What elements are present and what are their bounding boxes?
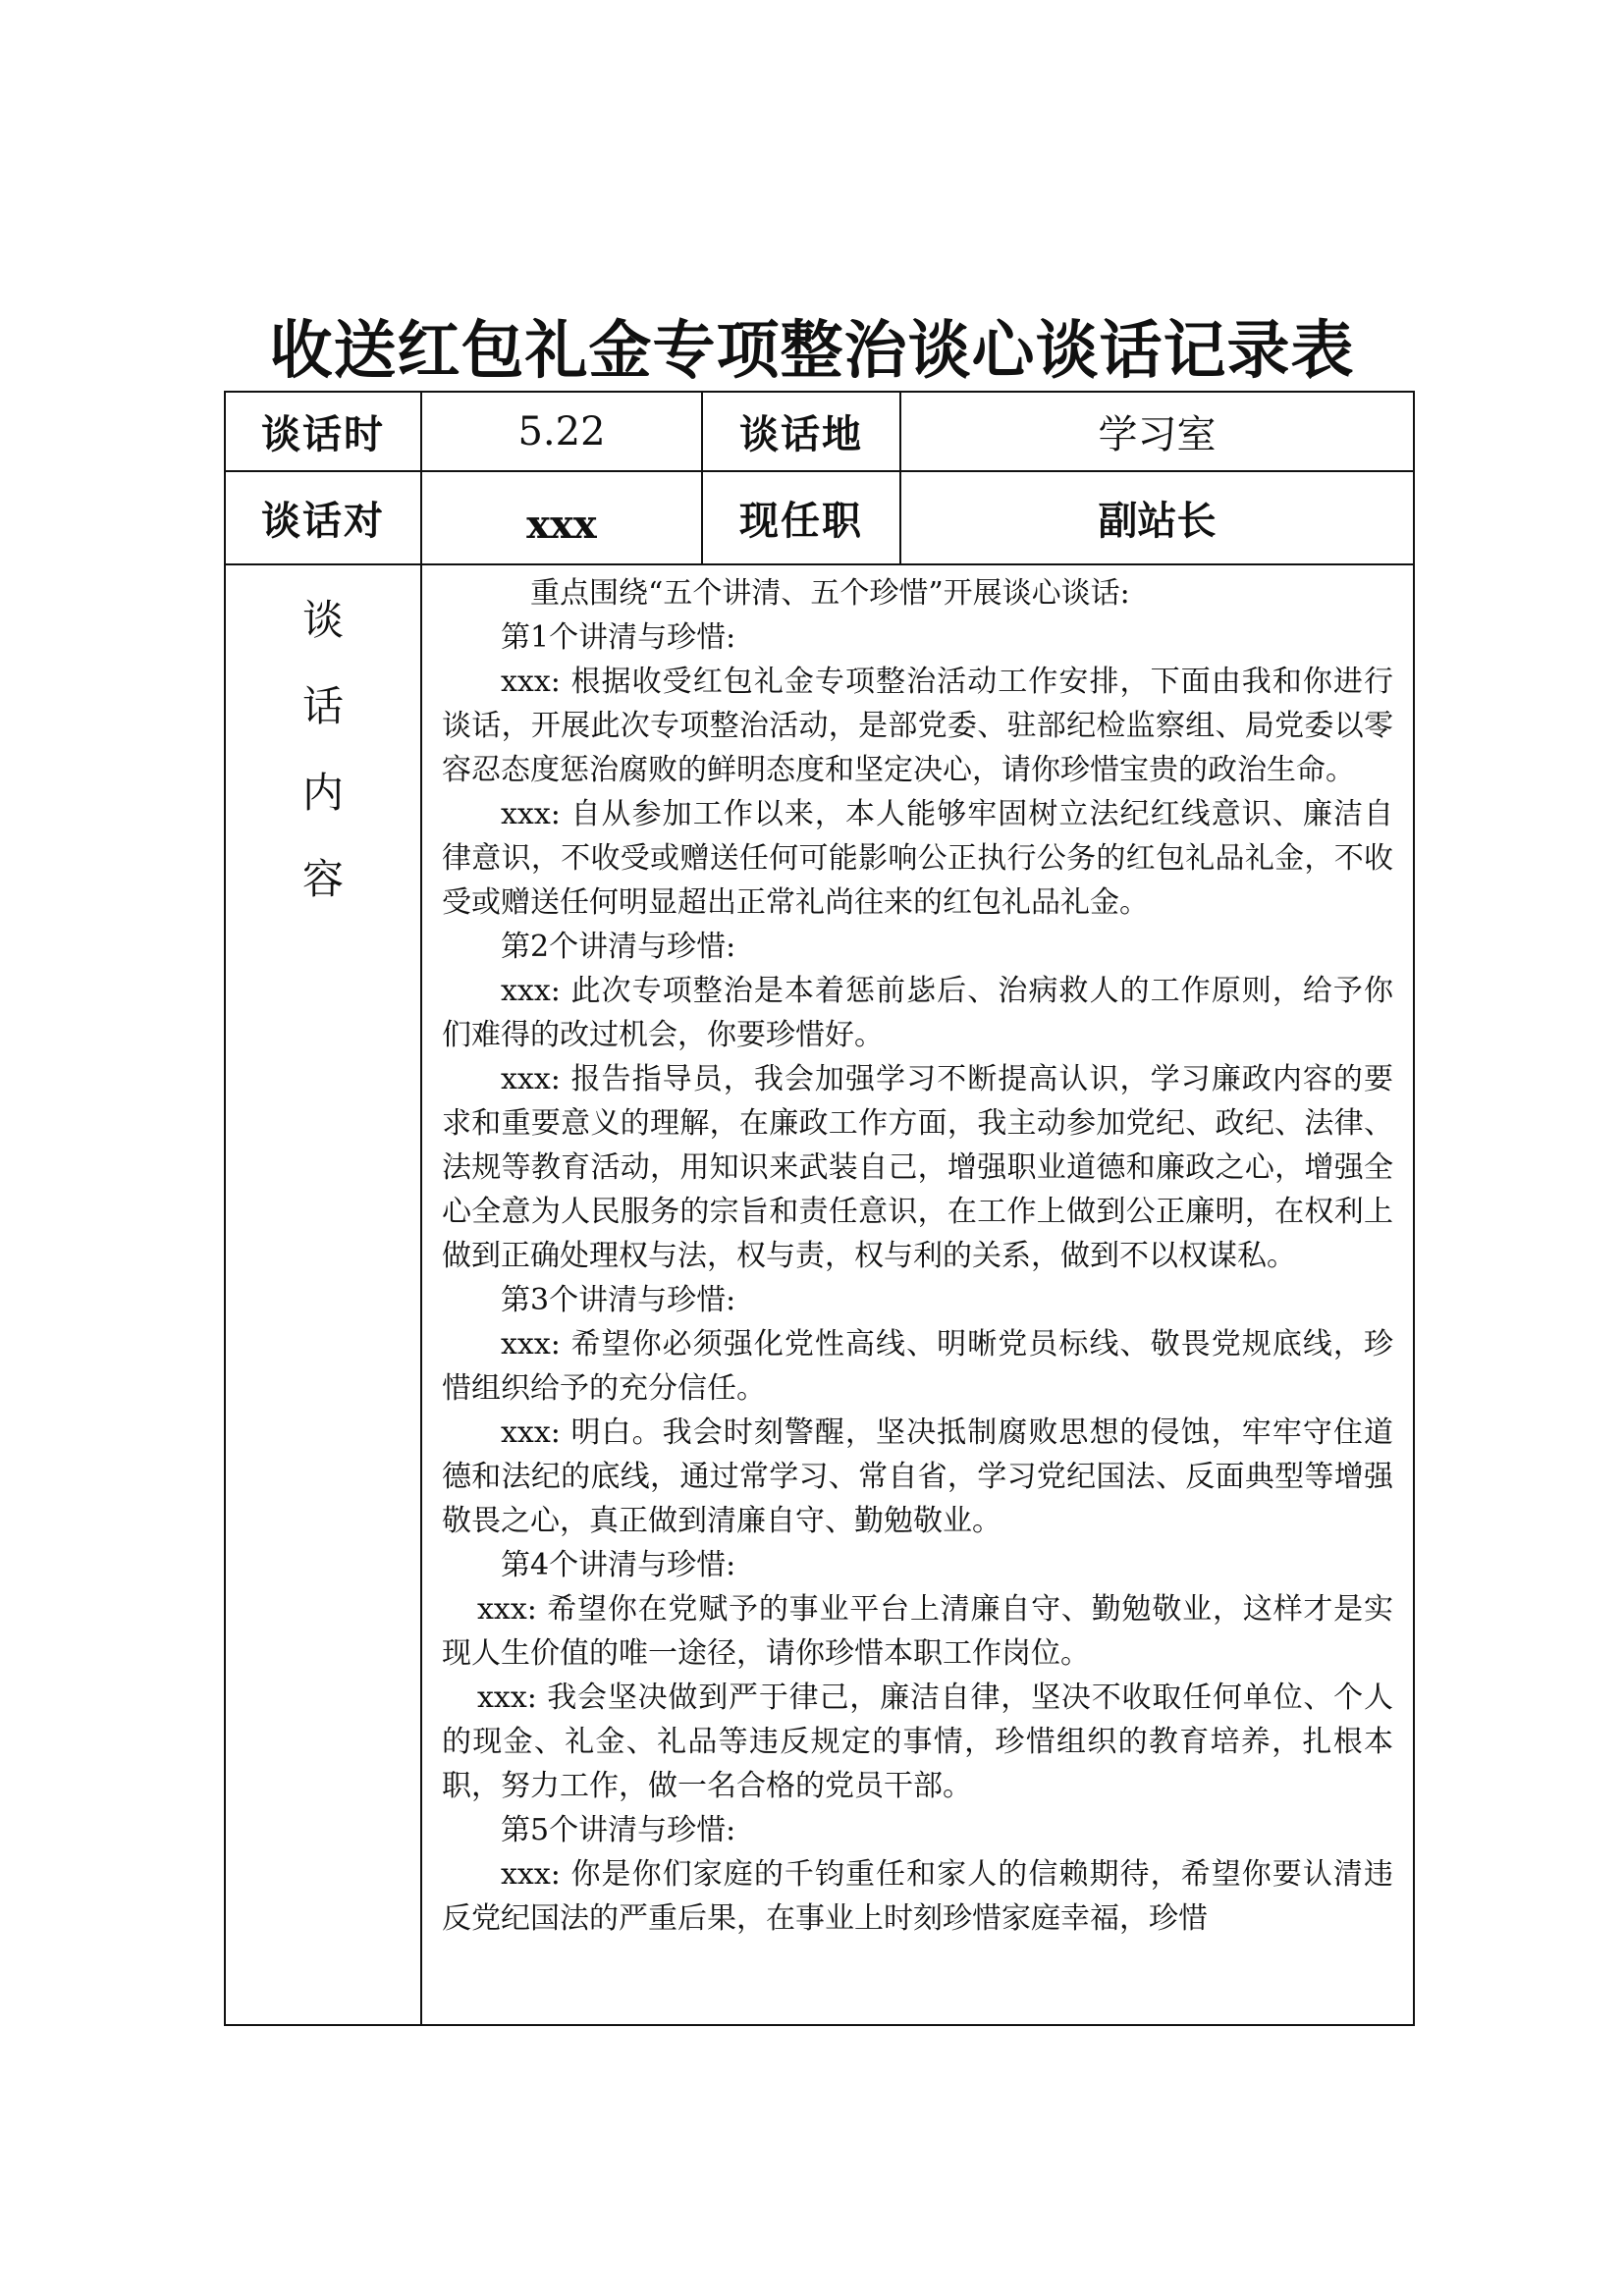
paragraph: xxx: 报告指导员，我会加强学习不断提高认识，学习廉政内容的要求和重要意义的理解，在廉政工作方面，我主动参加党纪、政纪、法律、法规等教育活动，用知识来武装自己，增强职业道德和廉政之心，增强全心全意为人民服务的宗旨和责任意识，在工作上做到公正廉明，在权利上做到正确处理权与法，权与责，权与利的关系，做到不以权谋私。 (442, 1062, 1393, 1273)
paragraph: xxx: 根据收受红包礼金专项整治活动工作安排，下面由我和你进行谈话，开展此次专项整治活动，是部党委、驻部纪检监察组、局党委以零容忍态度惩治腐败的鲜明态度和坚定决心，请你珍惜宝贵的政治生命。 (442, 665, 1393, 787)
header-row-person-position (225, 471, 1414, 564)
section-heading: 第3个讲清与珍惜: (501, 1283, 736, 1317)
place-label: 谈话地 (702, 392, 900, 471)
time-value: 5.22 (421, 392, 702, 471)
section-heading: 第5个讲清与珍惜: (501, 1813, 736, 1847)
position-value: 副站长 (900, 471, 1414, 564)
content-label-char: 话 (301, 682, 344, 730)
paragraph: xxx: 此次专项整治是本着惩前毖后、治病救人的工作原则，给予你们难得的改过机会，你要珍惜好。 (442, 974, 1393, 1052)
talk-record-table (224, 391, 1415, 2026)
position-label: 现任职 (702, 471, 900, 564)
section-heading: 第2个讲清与珍惜: (501, 930, 736, 964)
content-row (225, 564, 1414, 2025)
person-label: 谈话对 (225, 471, 421, 564)
content-label-char: 容 (301, 855, 344, 903)
section-heading: 第1个讲清与珍惜: (501, 620, 736, 655)
paragraph: xxx: 明白。我会时刻警醒，坚决抵制腐败思想的侵蚀，牢牢守住道德和法纪的底线，通过常学习、常自省，学习党纪国法、反面典型等增强敬畏之心，真正做到清廉自守、勤勉敬业。 (442, 1415, 1393, 1538)
paragraph: xxx: 希望你必须强化党性高线、明晰党员标线、敬畏党规底线，珍惜组织给予的充分信任。 (442, 1327, 1393, 1406)
person-value: xxx (421, 471, 702, 564)
paragraph: xxx: 我会坚决做到严于律己，廉洁自律，坚决不收取任何单位、个人的现金、礼金、礼品等违反规定的事情，珍惜组织的教育培养，扎根本职，努力工作，做一名合格的党员干部。 (442, 1681, 1393, 1803)
document-title: 收送红包礼金专项整治谈心谈话记录表 (269, 315, 1355, 388)
content-label (225, 564, 421, 2025)
place-value: 学习室 (900, 392, 1414, 471)
paragraph: xxx: 希望你在党赋予的事业平台上清廉自守、勤勉敬业，这样才是实现人生价值的唯一途径，请你珍惜本职工作岗位。 (442, 1592, 1393, 1671)
section-heading: 第4个讲清与珍惜: (501, 1548, 736, 1582)
conversation-content (422, 565, 1413, 2024)
header-row-time-place (225, 392, 1414, 471)
paragraph: xxx: 你是你们家庭的千钧重任和家人的信赖期待，希望你要认清违反党纪国法的严重后果，在事业上时刻珍惜家庭幸福，珍惜 (442, 1857, 1393, 1936)
content-label-char: 谈 (301, 596, 344, 644)
paragraph: xxx: 自从参加工作以来，本人能够牢固树立法纪红线意识、廉洁自律意识，不收受或赠送任何可能影响公正执行公务的红包礼品礼金，不收受或赠送任何明显超出正常礼尚往来的红包礼品礼金。 (442, 797, 1393, 920)
content-intro: 重点围绕“五个讲清、五个珍惜”开展谈心谈话: (530, 576, 1130, 611)
content-cell (421, 564, 1414, 2025)
content-label-char: 内 (301, 769, 344, 817)
time-label: 谈话时 (225, 392, 421, 471)
